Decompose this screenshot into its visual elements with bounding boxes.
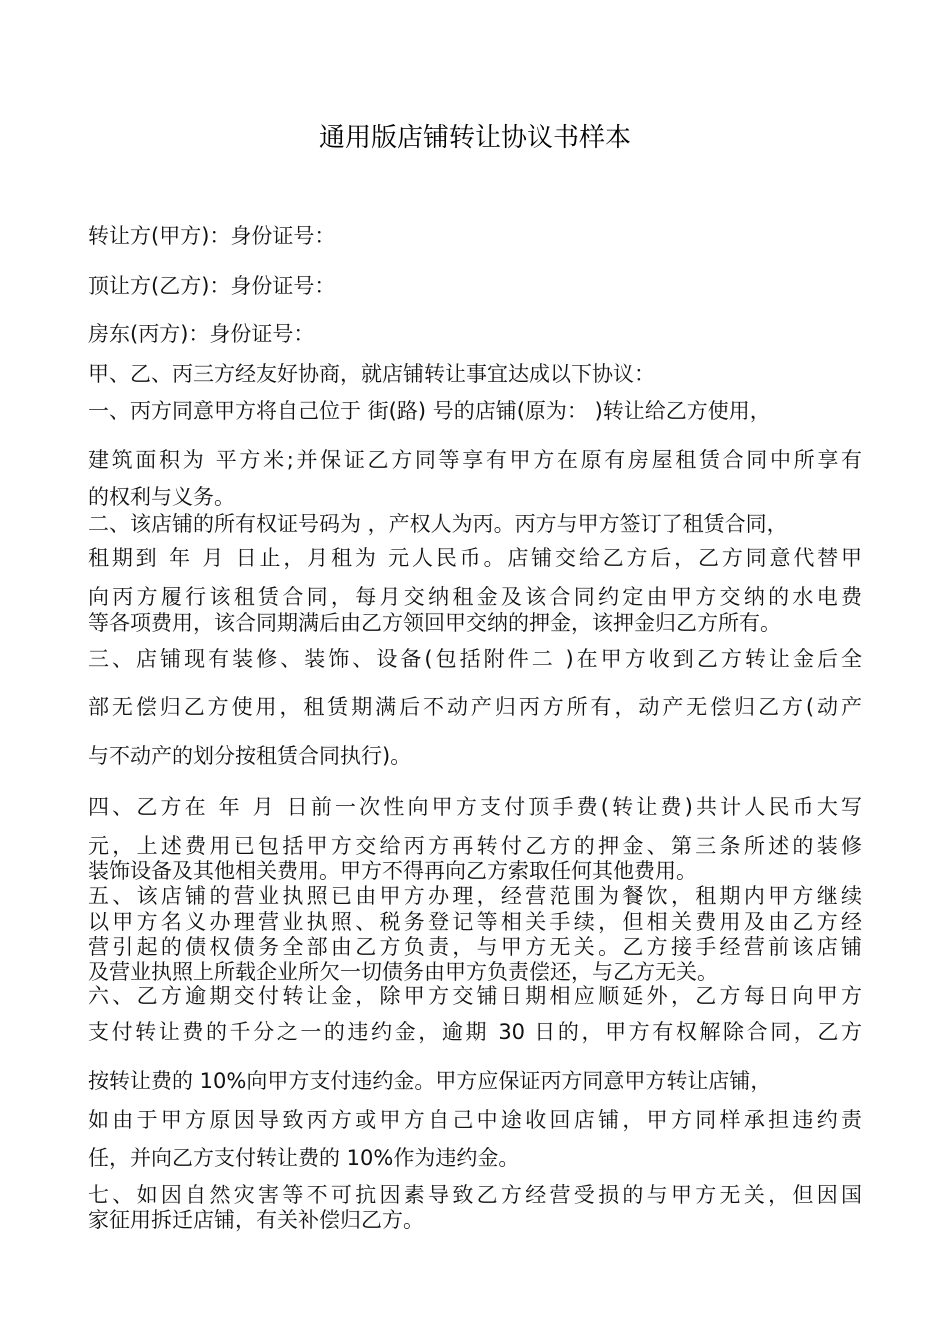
clause-2-line-1: 二、该店铺的所有权证号码为 ，产权人为丙。丙方与甲方签订了租赁合同， — [88, 512, 788, 536]
party-c-line: 房东(丙方)：身份证号： — [88, 322, 315, 346]
clause-3-line-2: 部无偿归乙方使用，租赁期满后不动产归丙方所有，动产无偿归乙方(动产 — [88, 695, 862, 719]
party-b-line: 顶让方(乙方)：身份证号： — [88, 274, 336, 298]
clause-7-line-2: 家征用拆迁店铺，有关补偿归乙方。 — [88, 1208, 424, 1232]
clause-3-line-1: 三、店铺现有装修、装饰、设备(包括附件二 )在甲方收到乙方转让金后全 — [88, 647, 862, 671]
clause-4-line-3: 装饰设备及其他相关费用。甲方不得再向乙方索取任何其他费用。 — [88, 859, 697, 883]
clause-7-line-1: 七、如因自然灾害等不可抗因素导致乙方经营受损的与甲方无关，但因国 — [88, 1183, 862, 1207]
clause-1-line-1: 一、丙方同意甲方将自己位于 街(路) 号的店铺(原为： )转让给乙方使用， — [88, 399, 771, 423]
party-a-line: 转让方(甲方)：身份证号： — [88, 224, 336, 248]
clause-2-line-2: 租期到 年 月 日止，月租为 元人民币。店铺交给乙方后，乙方同意代替甲 — [88, 546, 862, 570]
document-title: 通用版店铺转让协议书样本 — [318, 123, 631, 153]
clause-5-line-2: 以甲方名义办理营业执照、税务登记等相关手续，但相关费用及由乙方经 — [88, 910, 862, 934]
clause-6-line-4: 如由于甲方原因导致丙方或甲方自己中途收回店铺，甲方同样承担违约责 — [88, 1108, 862, 1132]
clause-5-line-4: 及营业执照上所载企业所欠一切债务由甲方负责偿还，与乙方无关。 — [88, 960, 718, 984]
clause-5-line-1: 五、该店铺的营业执照已由甲方办理，经营范围为餐饮，租期内甲方继续 — [88, 884, 862, 908]
clause-2-line-4: 等各项费用，该合同期满后由乙方领回甲交纳的押金，该押金归乙方所有。 — [88, 611, 781, 635]
clause-4-line-1: 四、乙方在 年 月 日前一次性向甲方支付顶手费(转让费)共计人民币大写 — [88, 795, 862, 819]
clause-4-line-2: 元，上述费用已包括甲方交给丙方再转付乙方的押金、第三条所述的装修 — [88, 834, 862, 858]
clause-6-line-5: 任，并向乙方支付转让费的 10%作为违约金。 — [88, 1146, 520, 1170]
clause-3-line-3: 与不动产的划分按租赁合同执行)。 — [88, 744, 412, 768]
preamble-line: 甲、乙、丙三方经友好协商，就店铺转让事宜达成以下协议： — [88, 362, 655, 386]
clause-6-line-3: 按转让费的 10%向甲方支付违约金。甲方应保证丙方同意甲方转让店铺， — [88, 1069, 772, 1093]
clause-6-line-1: 六、乙方逾期交付转让金，除甲方交铺日期相应顺延外，乙方每日向甲方 — [88, 984, 862, 1008]
clause-1-line-3: 的权利与义务。 — [88, 485, 235, 509]
clause-1-line-2: 建筑面积为 平方米;并保证乙方同等享有甲方在原有房屋租赁合同中所享有 — [88, 448, 862, 472]
clause-2-line-3: 向丙方履行该租赁合同，每月交纳租金及该合同约定由甲方交纳的水电费 — [88, 585, 862, 609]
clause-6-line-2: 支付转让费的千分之一的违约金，逾期 30 日的，甲方有权解除合同，乙方 — [88, 1020, 862, 1044]
clause-5-line-3: 营引起的债权债务全部由乙方负责，与甲方无关。乙方接手经营前该店铺 — [88, 935, 862, 959]
